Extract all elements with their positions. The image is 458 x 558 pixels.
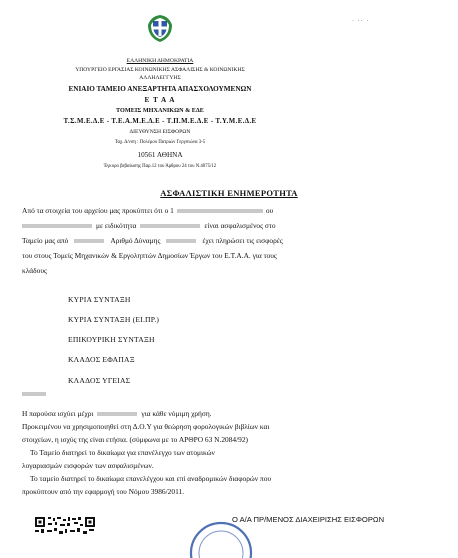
qr-code-icon (34, 516, 96, 536)
ministry-heading-2: ΑΛΛΗΛΕΓΓΥΗΣ (139, 75, 181, 81)
redacted-line (22, 390, 46, 397)
subsectors-heading: Τ.Σ.Μ.Ε.Δ.Ε - Τ.Ε.Α.Μ.Ε.Δ.Ε - Τ.Π.Μ.Ε.Δ.Ε - Τ.Υ.Μ.Ε.Δ.Ε (63, 118, 257, 125)
top-right-mark: · ·· · (352, 18, 370, 24)
footer-line-4: Το Ταμείο διατηρεί το δικαίωμα για επανέλεγχο των ατομικών (30, 448, 215, 457)
directorate-heading: ΔΙΕΥΘΥΝΣΗ ΕΙΣΦΟΡΩΝ (129, 129, 191, 135)
signatory-title: Ο Α/Α ΠΡ/ΜΕΝΟΣ ΔΙΑΧΕΙΡΙΣΗΣ ΕΙΣΦΟΡΩΝ (232, 515, 385, 524)
sector-heading: ΤΟΜΕΙΣ ΜΗΧΑΝΙΚΩΝ & ΕΔΕ (116, 107, 204, 114)
footer-line-2: Προκειμένου να χρησιμοποιηθεί στη Δ.Ο.Υ για θεώρηση φορολογικών βιβλίων και (22, 422, 270, 431)
footer-line-1: Η παρούσα ισχύει μέχρι για κάθε νόμιμη χρήση. (22, 409, 212, 418)
republic-heading: ΕΛΛΗΝΙΚΗ ΔΗΜΟΚΡΑΤΙΑ (126, 58, 194, 64)
ministry-heading: ΥΠΟΥΡΓΕΙΟ ΕΡΓΑΣΙΑΣ ΚΟΙΝΩΝΙΚΗΣ ΑΣΦΑΛΙΣΗΣ & ΚΟΙΝΩΝΙΚΗΣ (75, 67, 245, 73)
document-title: ΑΣΦΑΛΙΣΤΙΚΗ ΕΝΗΜΕΡΟΤΗΤΑ (160, 188, 298, 198)
coverage-item: ΚΥΡΙΑ ΣΥΝΤΑΞΗ (68, 295, 131, 304)
footer-line-6: Το ταμείο διατηρεί το δικαίωμα επανελέγχου και επί αναδρομικών διαφορών που (30, 474, 272, 483)
coverage-item: ΚΥΡΙΑ ΣΥΝΤΑΞΗ (ΕΙ.ΠΡ.) (68, 315, 160, 324)
footer-line-7: προκύπτουν από την εφαρμογή του Νόμου 3986/2011. (22, 487, 185, 496)
body-line-3: Ταμείο μας από Αριθμό Δύναμης έχει πληρώσει τις εισφορές (22, 236, 283, 245)
greek-emblem-icon (146, 13, 174, 43)
footer-line-5: λογαριασμών εισφορών των ασφαλισμένων. (22, 461, 154, 470)
coverage-item: ΚΛΑΔΟΣ ΕΦΑΠΑΞ (68, 355, 135, 364)
address-line: Ταχ. Δ/νση : Πολέμου Πατριών Γεργσιώνα 3-5 (114, 140, 206, 145)
fund-heading: ΕΝΙΑΙΟ ΤΑΜΕΙΟ ΑΝΕΞΑΡΤΗΤΑ ΑΠΑΣΧΟΛΟΥΜΕΝΩΝ (68, 85, 252, 93)
body-line-2: με ειδικότητα είναι ασφαλισμένος στο (22, 222, 276, 229)
body-line-4: του στους Τομείς Μηχανικών & Εργοληπτών Δημοσίων Έργων του Ε.Τ.Α.Α. για τους (22, 251, 277, 260)
coverage-item: ΚΛΑΔΟΣ ΥΓΕΙΑΣ (68, 376, 131, 385)
official-stamp-icon (186, 518, 256, 558)
fund-acronym: Ε Τ Α Α (144, 96, 176, 104)
body-line-1: Από τα στοιχεία του αρχείου μας προκύπτει ότι ο 1 ου (22, 206, 274, 215)
coverage-item: ΕΠΙΚΟΥΡΙΚΗ ΣΥΝΤΑΞΗ (68, 335, 155, 344)
body-line-5: κλάδους (22, 266, 47, 275)
postcode-line: 10561 ΑΘΗΝΑ (137, 151, 183, 159)
footer-line-3: στοιχείων, η ισχύς της είναι ετήσια. (σύμφωνα με το ΑΡΘΡΟ 63 Ν.2084/92) (22, 435, 249, 444)
law-line: Έγκυρο βεβαίωσης Παρ.12 του Άρθρου 24 του Ν.4075/12 (103, 164, 217, 169)
